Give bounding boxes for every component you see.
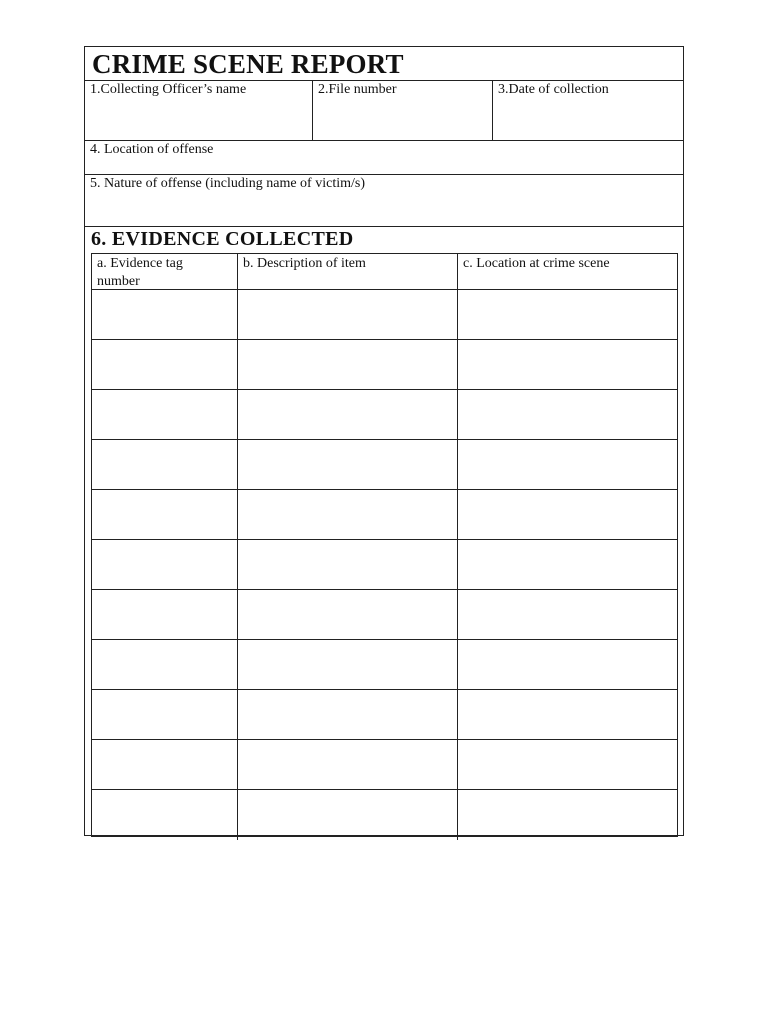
location-cell[interactable]: [458, 790, 677, 840]
evidence-tag-cell[interactable]: [92, 590, 238, 639]
location-of-offense-field[interactable]: [85, 141, 683, 175]
table-row: [92, 590, 677, 640]
description-cell[interactable]: [238, 790, 458, 840]
description-cell[interactable]: [238, 340, 458, 389]
table-row: [92, 390, 677, 440]
description-cell[interactable]: [238, 440, 458, 489]
description-cell[interactable]: [238, 640, 458, 689]
description-cell[interactable]: [238, 490, 458, 539]
officer-file-date-row: [85, 81, 683, 141]
evidence-tag-cell[interactable]: [92, 490, 238, 539]
column-header-label: a. Evidence tag number: [97, 256, 183, 289]
table-row: [92, 340, 677, 390]
description-cell[interactable]: [238, 390, 458, 439]
location-cell[interactable]: [458, 690, 677, 739]
officer-name-label: 1.Collecting Officer’s name: [90, 82, 247, 97]
evidence-section-heading: 6. EVIDENCE COLLECTED: [91, 228, 354, 250]
form-title: CRIME SCENE REPORT: [92, 49, 404, 79]
description-cell[interactable]: [238, 540, 458, 589]
column-header-description: [238, 254, 458, 290]
table-row: [92, 440, 677, 490]
location-cell[interactable]: [458, 540, 677, 589]
column-header-location: [458, 254, 677, 290]
column-header-label: b. Description of item: [243, 256, 366, 271]
table-row: [92, 690, 677, 740]
file-number-label: 2.File number: [318, 82, 397, 97]
location-cell[interactable]: [458, 440, 677, 489]
crime-scene-report-form: [84, 46, 684, 836]
officer-name-field[interactable]: [85, 81, 313, 140]
evidence-tag-cell[interactable]: [92, 740, 238, 789]
description-cell[interactable]: [238, 690, 458, 739]
evidence-tag-cell[interactable]: [92, 340, 238, 389]
nature-of-offense-label: 5. Nature of offense (including name of victim/s): [90, 176, 365, 191]
table-row: [92, 790, 677, 840]
evidence-tag-cell[interactable]: [92, 440, 238, 489]
title-row: [85, 47, 683, 81]
column-header-label: c. Location at crime scene: [463, 256, 610, 271]
description-cell[interactable]: [238, 290, 458, 339]
evidence-tag-cell[interactable]: [92, 690, 238, 739]
description-cell[interactable]: [238, 740, 458, 789]
table-row: [92, 290, 677, 340]
date-of-collection-field[interactable]: [493, 81, 683, 140]
table-row: [92, 490, 677, 540]
evidence-tag-cell[interactable]: [92, 540, 238, 589]
column-header-tag-number: [92, 254, 238, 290]
location-cell[interactable]: [458, 740, 677, 789]
evidence-table: [91, 253, 678, 837]
location-cell[interactable]: [458, 290, 677, 339]
date-of-collection-label: 3.Date of collection: [498, 82, 609, 97]
evidence-tag-cell[interactable]: [92, 790, 238, 840]
file-number-field[interactable]: [313, 81, 493, 140]
description-cell[interactable]: [238, 590, 458, 639]
table-row: [92, 640, 677, 690]
location-cell[interactable]: [458, 590, 677, 639]
evidence-tag-cell[interactable]: [92, 640, 238, 689]
nature-of-offense-field[interactable]: [85, 175, 683, 227]
location-of-offense-label: 4. Location of offense: [90, 142, 214, 157]
location-cell[interactable]: [458, 490, 677, 539]
table-row: [92, 740, 677, 790]
location-cell[interactable]: [458, 340, 677, 389]
evidence-tag-cell[interactable]: [92, 290, 238, 339]
location-cell[interactable]: [458, 640, 677, 689]
table-row: [92, 540, 677, 590]
evidence-tag-cell[interactable]: [92, 390, 238, 439]
location-cell[interactable]: [458, 390, 677, 439]
